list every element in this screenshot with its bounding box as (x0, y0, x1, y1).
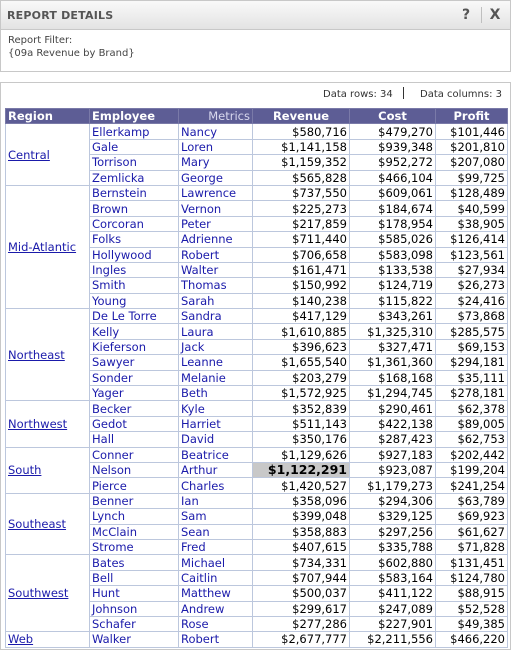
region-link[interactable]: Northwest (8, 417, 68, 431)
profit-cell: $71,828 (436, 539, 508, 554)
profit-cell: $61,627 (436, 524, 508, 539)
profit-cell: $27,934 (436, 262, 508, 277)
employee-first-name: Sean (179, 524, 253, 539)
revenue-cell: $407,615 (253, 539, 350, 554)
cost-cell: $247,089 (350, 601, 436, 616)
revenue-cell: $277,286 (253, 616, 350, 631)
profit-cell: $89,005 (436, 416, 508, 431)
cost-cell: $178,954 (350, 216, 436, 231)
revenue-cell: $299,617 (253, 601, 350, 616)
profit-cell: $202,442 (436, 447, 508, 462)
profit-cell: $38,905 (436, 216, 508, 231)
employee-first-name: Melanie (179, 370, 253, 385)
cost-cell: $327,471 (350, 339, 436, 354)
profit-cell: $40,599 (436, 201, 508, 216)
cost-cell: $1,325,310 (350, 324, 436, 339)
region-cell (6, 401, 90, 447)
region-link[interactable]: South (8, 463, 42, 478)
cost-cell: $329,125 (350, 509, 436, 524)
employee-first-name: Kyle (179, 401, 253, 416)
profit-cell: $88,915 (436, 586, 508, 601)
employee-first-name: Caitlin (179, 570, 253, 585)
revenue-cell: $399,048 (253, 509, 350, 524)
employee-first-name: Fred (179, 539, 253, 554)
revenue-cell: $140,238 (253, 293, 350, 308)
profit-cell: $199,204 (436, 462, 508, 477)
profit-cell: $52,528 (436, 601, 508, 616)
employee-first-name: Harriet (179, 416, 253, 431)
table-row (6, 401, 508, 416)
cost-cell: $479,270 (350, 124, 436, 139)
report-table (5, 108, 508, 648)
employee-first-name: Robert (179, 247, 253, 262)
revenue-cell: $734,331 (253, 555, 350, 570)
profit-cell: $26,273 (436, 278, 508, 293)
employee-last-name: Folks (90, 232, 179, 247)
revenue-cell: $2,677,777 (253, 632, 350, 647)
employee-first-name: David (179, 432, 253, 447)
employee-first-name: Thomas (179, 278, 253, 293)
employee-first-name: Rose (179, 616, 253, 631)
profit-cell: $124,780 (436, 570, 508, 585)
profit-cell: $24,416 (436, 293, 508, 308)
header-metrics[interactable]: Metrics (179, 109, 253, 124)
revenue-cell: $565,828 (253, 170, 350, 185)
revenue-cell: $711,440 (253, 232, 350, 247)
table-row (6, 555, 508, 570)
cost-cell: $602,880 (350, 555, 436, 570)
employee-first-name: Matthew (179, 586, 253, 601)
cost-cell: $1,179,273 (350, 478, 436, 493)
cost-cell: $411,122 (350, 586, 436, 601)
employee-last-name: Ingles (90, 262, 179, 277)
employee-last-name: De Le Torre (90, 309, 179, 324)
profit-cell: $49,385 (436, 616, 508, 631)
header-region[interactable]: Region (6, 109, 90, 124)
revenue-cell: $1,159,352 (253, 155, 350, 170)
employee-first-name: Peter (179, 216, 253, 231)
region-link[interactable]: Southwest (8, 586, 69, 601)
employee-last-name: Nelson (90, 462, 179, 477)
cost-cell: $287,423 (350, 432, 436, 447)
employee-first-name: Leanne (179, 355, 253, 370)
cost-cell: $927,183 (350, 447, 436, 462)
profit-cell: $285,575 (436, 324, 508, 339)
filter-label: Report Filter: (8, 35, 73, 46)
profit-cell: $101,446 (436, 124, 508, 139)
cost-cell: $585,026 (350, 232, 436, 247)
employee-last-name: Johnson (90, 601, 179, 616)
region-cell (6, 124, 90, 186)
profit-cell: $73,868 (436, 309, 508, 324)
employee-last-name: Smith (90, 278, 179, 293)
revenue-cell: $737,550 (253, 185, 350, 200)
employee-first-name: Lawrence (179, 185, 253, 200)
cost-cell: $184,674 (350, 201, 436, 216)
region-cell (6, 555, 90, 632)
cost-cell: $952,272 (350, 155, 436, 170)
revenue-cell: $161,471 (253, 262, 350, 277)
table-row (6, 309, 508, 324)
region-link[interactable]: Northeast (8, 347, 65, 362)
revenue-cell: $1,141,158 (253, 139, 350, 154)
cost-cell: $466,104 (350, 170, 436, 185)
revenue-cell: $1,129,626 (253, 447, 350, 462)
region-cell (6, 185, 90, 308)
employee-last-name: Hall (90, 432, 179, 447)
revenue-cell: $358,096 (253, 493, 350, 508)
table-row (6, 632, 508, 647)
revenue-cell: $1,655,540 (253, 355, 350, 370)
employee-last-name: Corcoran (90, 216, 179, 231)
employee-last-name: McClain (90, 524, 179, 539)
employee-last-name: Hollywood (90, 247, 179, 262)
cost-cell: $1,294,745 (350, 386, 436, 401)
header-cost[interactable]: Cost (350, 109, 436, 124)
revenue-cell: $150,992 (253, 278, 350, 293)
revenue-cell: $511,143 (253, 416, 350, 431)
revenue-cell: $500,037 (253, 586, 350, 601)
region-cell (6, 447, 90, 493)
help-icon[interactable]: ? (461, 7, 471, 23)
employee-last-name: Gedot (90, 416, 179, 431)
header-profit[interactable]: Profit (436, 109, 508, 124)
employee-first-name: Andrew (179, 601, 253, 616)
profit-cell: $207,080 (436, 155, 508, 170)
employee-last-name: Ellerkamp (90, 124, 179, 139)
region-link[interactable]: Central (8, 147, 50, 162)
revenue-cell: $225,273 (253, 201, 350, 216)
employee-last-name: Pierce (90, 478, 179, 493)
profit-cell: $99,725 (436, 170, 508, 185)
profit-cell: $69,923 (436, 509, 508, 524)
employee-first-name: Michael (179, 555, 253, 570)
revenue-cell: $417,129 (253, 309, 350, 324)
cost-cell: $583,164 (350, 570, 436, 585)
data-rows-count: Data rows: 34 (323, 89, 393, 100)
region-cell (6, 309, 90, 401)
employee-last-name: Bates (90, 555, 179, 570)
employee-last-name: Hunt (90, 586, 179, 601)
table-row (6, 493, 508, 508)
data-columns-count: Data columns: 3 (420, 89, 502, 100)
grid-info-bar (1, 83, 510, 105)
region-link[interactable]: Mid-Atlantic (8, 240, 77, 255)
profit-cell: $63,789 (436, 493, 508, 508)
region-cell (6, 493, 90, 555)
employee-first-name: Jack (179, 339, 253, 354)
table-row (6, 185, 508, 200)
revenue-cell: $580,716 (253, 124, 350, 139)
revenue-cell: $706,658 (253, 247, 350, 262)
region-link[interactable]: Southeast (8, 517, 67, 532)
employee-first-name: Sarah (179, 293, 253, 308)
cost-cell: $422,138 (350, 416, 436, 431)
employee-last-name: Sonder (90, 370, 179, 385)
employee-last-name: Bell (90, 570, 179, 585)
profit-cell: $278,181 (436, 386, 508, 401)
employee-last-name: Torrison (90, 155, 179, 170)
close-icon[interactable]: X (489, 7, 501, 23)
employee-first-name: Ian (179, 493, 253, 508)
region-cell (6, 632, 90, 647)
profit-cell: $131,451 (436, 555, 508, 570)
employee-first-name: Sam (179, 509, 253, 524)
cost-cell: $124,719 (350, 278, 436, 293)
cost-cell: $168,168 (350, 370, 436, 385)
employee-last-name: Schafer (90, 616, 179, 631)
employee-first-name: Loren (179, 139, 253, 154)
revenue-cell: $350,176 (253, 432, 350, 447)
employee-last-name: Lynch (90, 509, 179, 524)
employee-last-name: Sawyer (90, 355, 179, 370)
employee-last-name: Bernstein (90, 185, 179, 200)
revenue-cell: $352,839 (253, 401, 350, 416)
employee-first-name: George (179, 170, 253, 185)
profit-cell: $62,378 (436, 401, 508, 416)
profit-cell: $126,414 (436, 232, 508, 247)
employee-last-name: Yager (90, 386, 179, 401)
employee-first-name: Robert (179, 632, 253, 647)
employee-last-name: Walker (90, 632, 179, 647)
employee-first-name: Nancy (179, 124, 253, 139)
cost-cell: $923,087 (350, 462, 436, 477)
employee-last-name: Strome (90, 539, 179, 554)
employee-first-name: Laura (179, 324, 253, 339)
revenue-cell: $1,420,527 (253, 478, 350, 493)
employee-last-name: Conner (90, 447, 179, 462)
profit-cell: $35,111 (436, 370, 508, 385)
profit-cell: $241,254 (436, 478, 508, 493)
header-revenue[interactable]: Revenue (253, 109, 350, 124)
employee-first-name: Charles (179, 478, 253, 493)
employee-first-name: Mary (179, 155, 253, 170)
employee-last-name: Becker (90, 401, 179, 416)
employee-last-name: Gale (90, 139, 179, 154)
cost-cell: $133,538 (350, 262, 436, 277)
profit-cell: $62,753 (436, 432, 508, 447)
filter-value: {09a Revenue by Brand} (8, 48, 135, 59)
employee-first-name: Vernon (179, 201, 253, 216)
cost-cell: $335,788 (350, 539, 436, 554)
panel-header (0, 0, 511, 30)
profit-cell: $294,181 (436, 355, 508, 370)
employee-first-name: Walter (179, 262, 253, 277)
profit-cell: $128,489 (436, 185, 508, 200)
cost-cell: $294,306 (350, 493, 436, 508)
profit-cell: $466,220 (436, 632, 508, 647)
table-row (6, 124, 508, 139)
panel-title: REPORT DETAILS (7, 9, 114, 22)
header-divider (481, 7, 482, 23)
profit-cell: $123,561 (436, 247, 508, 262)
revenue-cell: $1,610,885 (253, 324, 350, 339)
employee-last-name: Benner (90, 493, 179, 508)
revenue-cell: $217,859 (253, 216, 350, 231)
report-grid (0, 82, 511, 650)
revenue-cell: $1,572,925 (253, 386, 350, 401)
header-employee[interactable]: Employee (90, 109, 179, 124)
employee-first-name: Adrienne (179, 232, 253, 247)
cost-cell: $939,348 (350, 139, 436, 154)
cost-cell: $343,261 (350, 309, 436, 324)
employee-last-name: Kieferson (90, 339, 179, 354)
cost-cell: $609,061 (350, 185, 436, 200)
profit-cell: $201,810 (436, 139, 508, 154)
employee-first-name: Arthur (179, 462, 253, 477)
cost-cell: $1,361,360 (350, 355, 436, 370)
employee-first-name: Beatrice (179, 447, 253, 462)
cost-cell: $290,461 (350, 401, 436, 416)
revenue-cell: $203,279 (253, 370, 350, 385)
revenue-cell: $1,122,291 (253, 462, 350, 477)
region-link[interactable]: Web (8, 632, 34, 647)
employee-first-name: Beth (179, 386, 253, 401)
report-filter-box (0, 29, 511, 72)
cost-cell: $227,901 (350, 616, 436, 631)
table-body (6, 124, 508, 647)
cost-cell: $583,098 (350, 247, 436, 262)
employee-last-name: Zemlicka (90, 170, 179, 185)
table-header-row (6, 109, 508, 124)
table-row (6, 447, 508, 462)
profit-cell: $69,153 (436, 339, 508, 354)
employee-last-name: Brown (90, 201, 179, 216)
cost-cell: $2,211,556 (350, 632, 436, 647)
info-divider (403, 87, 404, 99)
revenue-cell: $396,623 (253, 339, 350, 354)
employee-last-name: Young (90, 293, 179, 308)
revenue-cell: $707,944 (253, 570, 350, 585)
revenue-cell: $358,883 (253, 524, 350, 539)
cost-cell: $297,256 (350, 524, 436, 539)
cost-cell: $115,822 (350, 293, 436, 308)
employee-last-name: Kelly (90, 324, 179, 339)
employee-first-name: Sandra (179, 309, 253, 324)
